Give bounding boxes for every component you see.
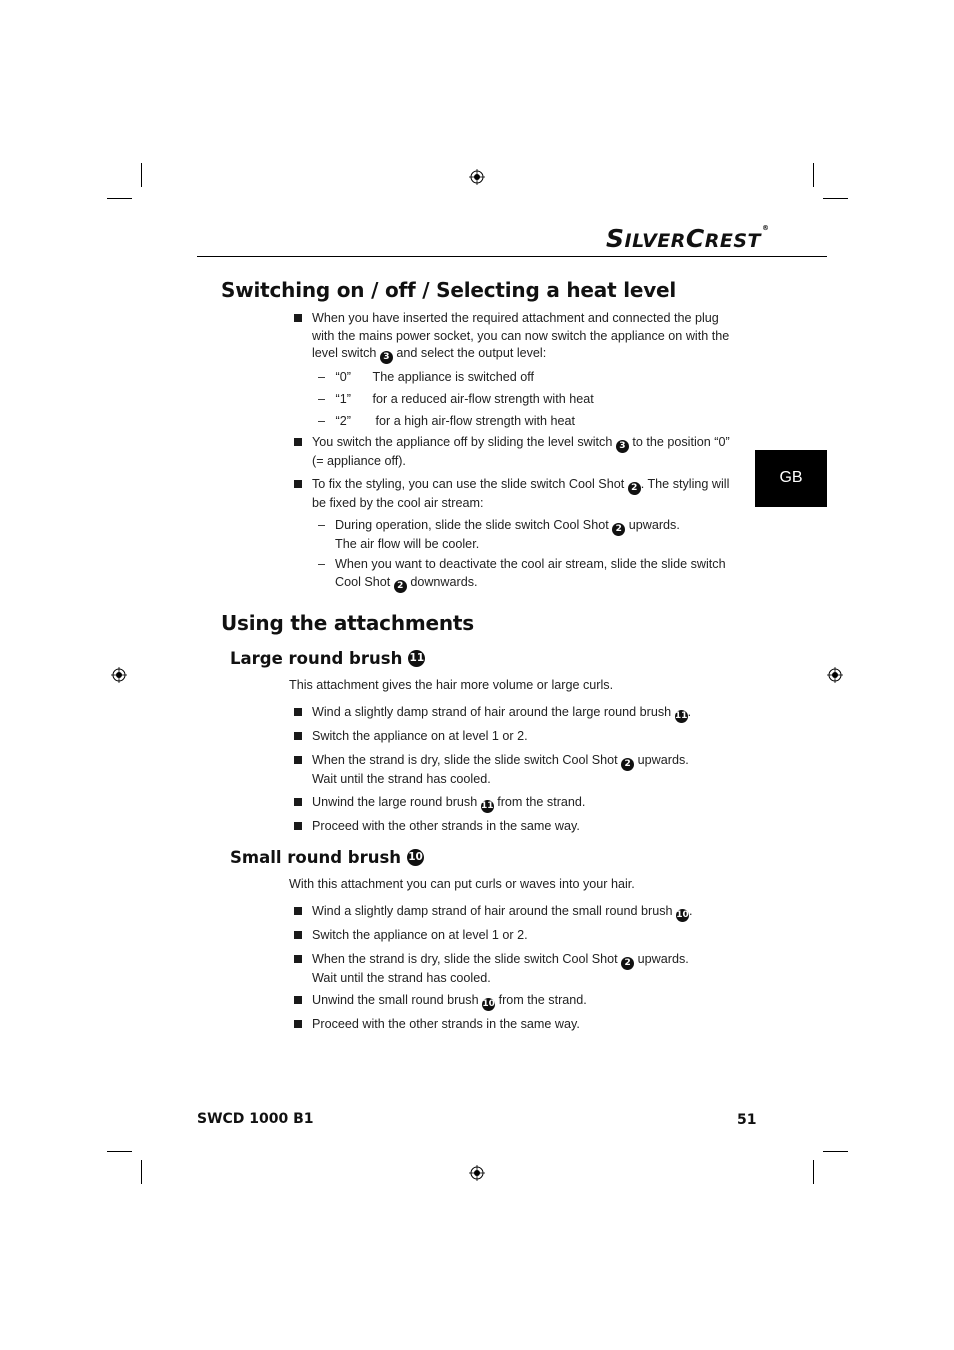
ref-number-icon: 10 bbox=[676, 910, 689, 920]
bullet-square bbox=[294, 480, 302, 488]
brand-letters: ILVER bbox=[624, 230, 686, 252]
ref-number-icon: 3 bbox=[380, 351, 393, 364]
page-number: 51 bbox=[737, 1112, 757, 1128]
bullet-square bbox=[294, 756, 302, 764]
bullet-text: Unwind the large round brush 11 from the strand. bbox=[312, 795, 586, 811]
ref-number-icon: 11 bbox=[674, 711, 688, 721]
crop-mark bbox=[107, 1151, 132, 1152]
ref-number-icon: 2 bbox=[621, 957, 634, 970]
subsection-title: Small round brush 10 bbox=[230, 848, 423, 867]
bullet-text: When the strand is dry, slide the slide switch Cool Shot 2 upwards. Wait until the strand has cooled. bbox=[312, 952, 689, 985]
model-number: SWCD 1000 B1 bbox=[197, 1111, 314, 1127]
intro-text: This attachment gives the hair more volume or large curls. bbox=[289, 678, 614, 692]
ref-number-icon: 3 bbox=[616, 440, 629, 453]
registration-mark-icon bbox=[827, 667, 843, 683]
sub-item: – bbox=[318, 518, 326, 532]
crop-mark bbox=[107, 198, 132, 199]
level-item: – “2” for a high air-flow strength with heat bbox=[318, 414, 576, 428]
bullet-square bbox=[294, 438, 302, 446]
bullet-text: Proceed with the other strands in the same way. bbox=[312, 819, 580, 833]
header-rule bbox=[197, 256, 827, 257]
crop-mark bbox=[141, 1160, 142, 1184]
subsection-title: Large round brush 11 bbox=[230, 649, 425, 668]
bullet-square bbox=[294, 822, 302, 830]
intro-text: With this attachment you can put curls or waves into your hair. bbox=[289, 877, 635, 891]
brand-letter: S bbox=[606, 224, 625, 253]
ref-number-icon: 2 bbox=[628, 482, 641, 495]
bullet-square bbox=[294, 996, 302, 1004]
brand-letters: REST bbox=[704, 230, 762, 252]
bullet-square bbox=[294, 1020, 302, 1028]
section-title: Switching on / off / Selecting a heat level bbox=[221, 278, 677, 302]
level-item: – “1” for a reduced air-flow strength with heat bbox=[318, 392, 594, 406]
sub-item: – bbox=[318, 557, 326, 571]
bullet-text: Wind a slightly damp strand of hair around the small round brush 10. bbox=[312, 904, 693, 920]
level-item: – “0” The appliance is switched off bbox=[318, 370, 534, 384]
bullet-square bbox=[294, 798, 302, 806]
ref-number-icon: 10 bbox=[407, 849, 424, 866]
crop-mark bbox=[141, 163, 142, 187]
sub-item-text: During operation, slide the slide switch Cool Shot 2 upwards. The air flow will be cooler. bbox=[335, 518, 680, 551]
ref-number-icon: 2 bbox=[612, 523, 625, 536]
bullet-square bbox=[294, 907, 302, 915]
bullet-text: To fix the styling, you can use the slide switch Cool Shot 2 . The styling will be fixed by the cool air stream: bbox=[312, 477, 730, 510]
bullet-text: Proceed with the other strands in the same way. bbox=[312, 1017, 580, 1031]
crop-mark bbox=[823, 1151, 848, 1152]
ref-number-icon: 2 bbox=[394, 580, 407, 593]
bullet-square bbox=[294, 314, 302, 322]
crop-mark bbox=[813, 1160, 814, 1184]
registration-mark-icon bbox=[469, 169, 485, 185]
bullet-square bbox=[294, 732, 302, 740]
registration-mark-icon bbox=[111, 667, 127, 683]
bullet-square bbox=[294, 708, 302, 716]
sub-item-text: When you want to deactivate the cool air stream, slide the slide switch Cool Shot 2 downwards. bbox=[335, 557, 726, 591]
bullet-text: You switch the appliance off by sliding the level switch 3 to the position “0” (= appliance off). bbox=[312, 435, 730, 468]
ref-number-icon: 10 bbox=[482, 999, 495, 1009]
brand-letter: C bbox=[685, 224, 705, 253]
bullet-text: When the strand is dry, slide the slide switch Cool Shot 2 upwards. Wait until the strand has cooled. bbox=[312, 753, 689, 786]
crop-mark bbox=[813, 163, 814, 187]
bullet-square bbox=[294, 955, 302, 963]
bullet-square bbox=[294, 931, 302, 939]
bullet-text: Switch the appliance on at level 1 or 2. bbox=[312, 729, 528, 743]
bullet-text: Unwind the small round brush 10 from the strand. bbox=[312, 993, 587, 1009]
ref-number-icon: 2 bbox=[621, 758, 634, 771]
bullet-text: Switch the appliance on at level 1 or 2. bbox=[312, 928, 528, 942]
brand-logo bbox=[606, 224, 770, 253]
registration-mark-icon bbox=[469, 1165, 485, 1181]
registered-mark: ® bbox=[762, 224, 770, 232]
ref-number-icon: 11 bbox=[480, 801, 494, 811]
ref-number-icon: 11 bbox=[408, 650, 425, 667]
language-tab: GB bbox=[755, 450, 827, 507]
section-title: Using the attachments bbox=[221, 611, 474, 635]
bullet-text: When you have inserted the required attachment and connected the plug with the mains power socket, you can now switch the appliance on with the level switch 3 and select the output level: bbox=[312, 311, 730, 363]
crop-mark bbox=[823, 198, 848, 199]
bullet-text: Wind a slightly damp strand of hair around the large round brush 11. bbox=[312, 705, 692, 721]
